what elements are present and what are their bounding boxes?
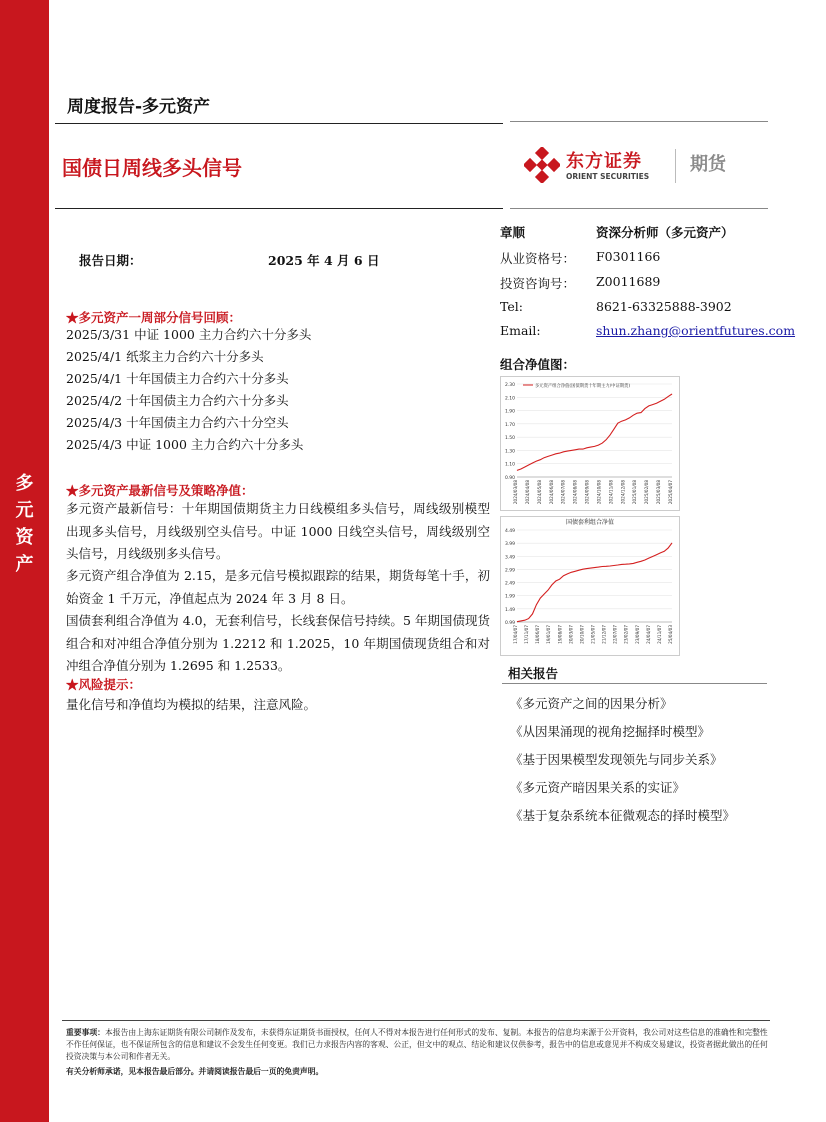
disclaimer-footer: 有关分析师承诺，见本报告最后部分。并请阅读报告最后一页的免责声明。 [66,1067,324,1076]
weekly-review-title: ★多元资产一周部分信号回顾： [66,310,242,325]
x-tick-label: 17/11/07 [524,625,530,644]
x-tick-label: 24/11/07 [656,625,662,644]
x-tick-label: 19/01/07 [546,625,552,644]
arbitrage-nav-chart [500,516,680,656]
x-tick-label: 2024/04/08 [524,480,530,505]
x-tick-label: 2025/03/08 [656,480,662,505]
y-tick-label: 0.90 [504,476,515,481]
x-tick-label: 2025/02/08 [644,480,650,505]
report-date-label: 报告日期： [79,253,142,268]
x-tick-label: 2024/12/08 [620,480,626,505]
author-name: 章顺 [500,225,526,240]
x-tick-label: 2024/05/08 [536,480,542,505]
x-tick-label: 18/06/07 [535,625,541,644]
title-rule-right [510,208,768,209]
x-tick-label: 17/04/07 [513,625,518,644]
x-tick-label: 25/04/03 [668,625,673,644]
logo-name-en: ORIENT SECURITIES [566,172,650,181]
legend-label: 多元资产组合净值(国债期货十年期主力/中证期货) [535,384,631,389]
disclaimer [66,1027,771,1063]
author-field-label: Email: [500,323,541,338]
logo-mark-icon [524,147,560,183]
x-tick-label: 2024/11/08 [608,480,614,505]
y-tick-label: 2.49 [504,581,515,587]
author-field-value: Z0011689 [596,274,661,289]
y-tick-label: 2.30 [504,383,515,388]
disclaimer-text: 本报告由上海东证期货有限公司制作及发布，未获得东证期货书面授权，任何人不得对本报告进行任何形式的发布、复制。本报告的信息均来源于公开资料，我公司对这些信息的准确性和完整性不作任何保证，也不保证所包含的信息和建议不会发生任何变更。我们已力求报告内容的客观、公正，但文中的观点、结论和建议仅供参考，报告中的信息或意见并不构成交易建议，投资者据此做出的任何投资决策与本公司和作者无关。 [66,1028,768,1061]
report-date-value: 2025 年 4 月 6 日 [268,253,380,268]
signal-item: 2025/4/3 中证 1000 主力合约六十分多头 [66,437,304,452]
related-report-link[interactable]: 《从因果涌现的视角挖掘择时模型》 [510,724,711,739]
y-tick-label: 3.99 [504,542,515,548]
related-report-link[interactable]: 《多元资产暗因果关系的实证》 [510,780,686,795]
y-tick-label: 1.70 [504,422,515,428]
y-tick-label: 1.90 [504,409,515,415]
x-tick-label: 2024/10/08 [596,480,602,505]
risk-title: ★风险提示： [66,677,142,692]
risk-text: 量化信号和净值均为模拟的结果，注意风险。 [66,697,317,712]
signal-item: 2025/3/31 中证 1000 主力合约六十分多头 [66,327,312,342]
y-tick-label: 0.99 [504,621,515,626]
related-reports-rule [502,683,767,684]
author-email-link[interactable]: shun.zhang@orientfutures.com [596,323,796,338]
disclaimer-rule [62,1020,770,1021]
y-tick-label: 2.10 [504,396,515,402]
logo-suffix: 期货 [690,154,726,175]
x-tick-label: 2024/03/08 [513,480,518,505]
related-report-link[interactable]: 《基于复杂系统本征微观态的择时模型》 [510,808,736,823]
logo-name: 东方证券 [566,151,642,172]
y-tick-label: 1.50 [504,436,515,442]
x-tick-label: 19/08/07 [557,625,563,644]
portfolio-nav-paragraph: 多元资产组合净值为 2.15，是多元信号模拟跟踪的结果，期货每笔十手，初始资金 1 千万元，净值起点为 2024 年 3 月 8 日。 [66,568,490,606]
signal-item: 2025/4/1 纸浆主力合约六十分多头 [66,349,264,364]
related-report-link[interactable]: 《基于因果模型发现领先与同步关系》 [510,752,723,767]
company-logo [524,147,764,187]
logo-divider [675,149,676,183]
x-tick-label: 21/12/07 [601,625,607,644]
report-type: 周度报告-多元资产 [67,97,211,117]
header-rule-left [55,123,503,124]
y-tick-label: 1.30 [504,449,515,455]
y-tick-label: 1.10 [504,462,515,468]
latest-signal-paragraph: 多元资产最新信号：十年期国债期货主力日线模组多头信号，周线级别模型出现多头信号，月线级别空头信号。中证 1000 日线空头信号，周线级别空头信号，月线级别多头信号。 [66,501,490,561]
x-tick-label: 20/03/07 [568,625,574,644]
y-tick-label: 3.49 [504,555,515,561]
x-tick-label: 2024/08/08 [572,480,578,505]
x-tick-label: 20/10/07 [579,625,585,644]
portfolio-nav-chart [500,376,680,511]
author-header [500,223,734,241]
signal-item: 2025/4/3 十年国债主力合约六十分空头 [66,415,289,430]
y-tick-label: 2.99 [504,568,515,574]
y-tick-label: 1.99 [504,594,515,600]
y-tick-label: 1.49 [504,607,515,613]
x-tick-label: 23/02/07 [623,625,629,644]
arbitrage-nav-paragraph: 国债套利组合净值为 4.0，无套利信号，长线套保信号持续。5 年期国债现货组合和对冲组合净值分别为 1.2212 和 1.2025，10 年期国债现货组合和对冲组合净值分别为 1.2695 和 1.2533。 [66,613,490,673]
page-title: 国债日周线多头信号 [62,156,242,180]
side-category-label: 多 元 资 产 [15,473,34,575]
x-tick-label: 2025/01/08 [632,480,638,505]
charts-heading: 组合净值图： [500,357,576,372]
header-rule-right [510,121,768,122]
author-field-label: 投资咨询号： [500,276,576,291]
author-role: 资深分析师（多元资产） [596,225,734,240]
title-rule-left [55,208,503,209]
x-tick-label: 2024/06/08 [548,480,554,505]
latest-signal-title: ★多元资产最新信号及策略净值： [66,483,254,498]
author-field-label: 从业资格号： [500,251,576,266]
x-tick-label: 2024/07/08 [560,480,566,505]
chart-title: 国债套利组合净值 [565,519,615,526]
x-tick-label: 2025/04/07 [668,480,673,505]
x-tick-label: 24/04/07 [645,625,651,644]
disclaimer-label: 重要事项： [66,1028,105,1037]
related-reports-title: 相关报告 [508,666,559,681]
x-tick-label: 2024/09/08 [584,480,590,505]
related-report-link[interactable]: 《多元资产之间的因果分析》 [510,696,673,711]
author-field-value: F0301166 [596,249,661,264]
y-tick-label: 4.49 [504,529,515,534]
x-tick-label: 22/07/07 [612,625,618,644]
signal-item: 2025/4/1 十年国债主力合约六十分多头 [66,371,289,386]
author-field-value: 8621-63325888-3902 [596,299,732,314]
x-tick-label: 23/09/07 [634,625,640,644]
x-tick-label: 21/05/07 [590,625,596,644]
signal-item: 2025/4/2 十年国债主力合约六十分多头 [66,393,289,408]
author-field-label: Tel: [500,299,523,314]
